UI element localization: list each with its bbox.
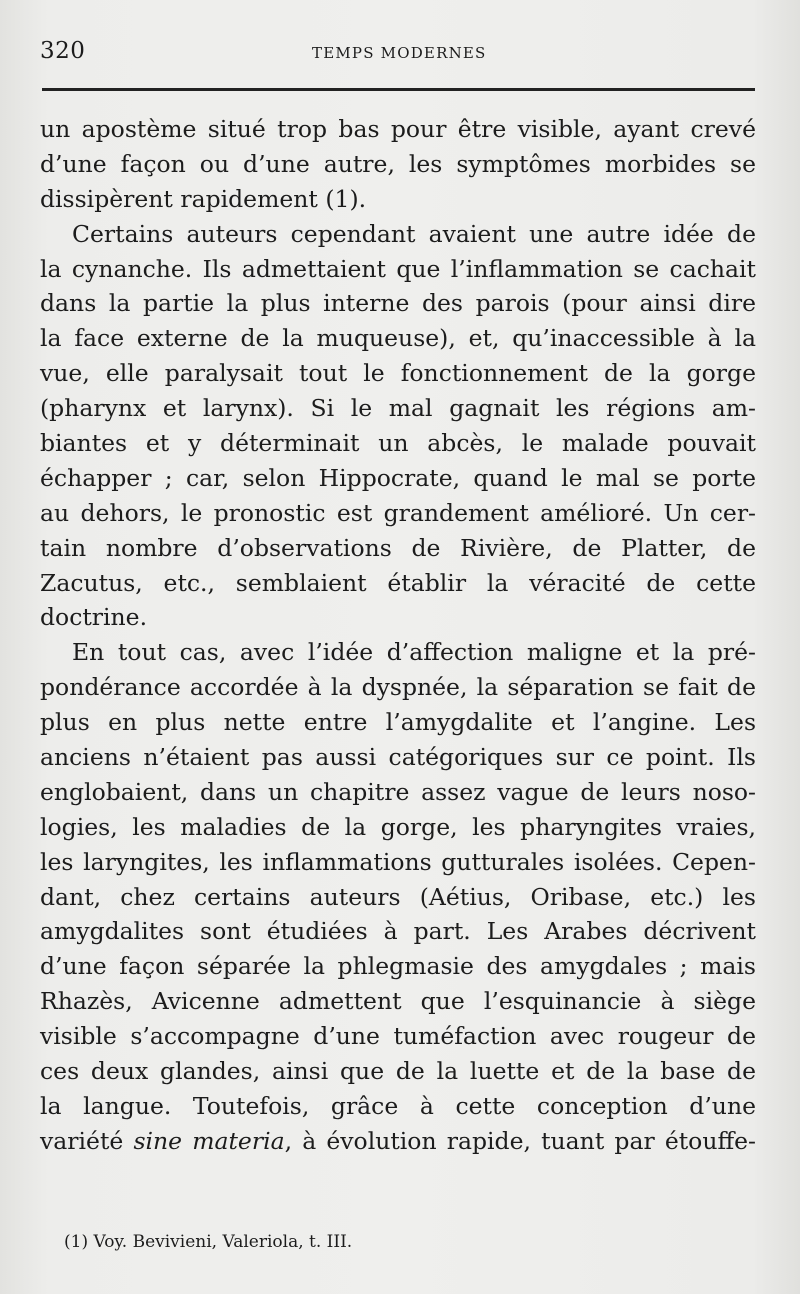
text-line: englobaient, dans un chapitre assez vague de leurs noso-	[40, 777, 756, 806]
text-line: dans la partie la plus interne des parois (pour ainsi dire	[40, 289, 756, 318]
paragraph-start-line: En tout cas, avec l’idée d’affection maligne et la pré-	[72, 638, 756, 667]
text-line: tain nombre d’observations de Rivière, de Platter, de	[40, 533, 756, 562]
text-line: la cynanche. Ils admettaient que l’inflammation se cachait	[40, 254, 756, 283]
running-title: TEMPS MODERNES	[312, 44, 487, 62]
header-rule	[42, 88, 755, 91]
text-line: dissipèrent rapidement (1).	[40, 184, 367, 213]
text-line-with-italic	[40, 1124, 756, 1159]
text-line: d’une façon séparée la phlegmasie des amygdales ; mais	[40, 952, 756, 981]
text-fragment: variété	[40, 1126, 134, 1155]
text-fragment: , à évolution rapide, tuant par étouffe-	[284, 1126, 756, 1155]
text-line: vue, elle paralysait tout le fonctionnement de la gorge	[40, 359, 756, 388]
body-text	[40, 112, 756, 1159]
paragraph-start-line: Certains auteurs cependant avaient une autre idée de	[72, 219, 756, 248]
text-line: plus en plus nette entre l’amygdalite et l’angine. Les	[40, 708, 756, 737]
text-line: Zacutus, etc., semblaient établir la véracité de cette	[40, 568, 756, 597]
text-line: anciens n’étaient pas aussi catégoriques sur ce point. Ils	[40, 743, 756, 772]
text-line: logies, les maladies de la gorge, les pharyngites vraies,	[40, 812, 756, 841]
text-line: les laryngites, les inflammations gutturales isolées. Cepen-	[40, 847, 756, 876]
text-line: un apostème situé trop bas pour être visible, ayant crevé	[40, 115, 756, 143]
text-line: (pharynx et larynx). Si le mal gagnait les régions am-	[40, 394, 756, 423]
text-line: visible s’accompagne d’une tuméfaction avec rougeur de	[40, 1022, 756, 1051]
text-line: pondérance accordée à la dyspnée, la séparation se fait de	[40, 673, 756, 702]
text-line: Rhazès, Avicenne admettent que l’esquinancie à siège	[40, 987, 756, 1016]
text-line: biantes et y déterminait un abcès, le malade pouvait	[40, 429, 756, 458]
text-line: dant, chez certains auteurs (Aétius, Oribase, etc.) les	[40, 882, 756, 911]
page-header	[40, 38, 755, 72]
footnote: (1) Voy. Bevivieni, Valeriola, t. III.	[64, 1232, 353, 1252]
text-line: d’une façon ou d’une autre, les symptômes morbides se	[40, 149, 756, 178]
text-line: ces deux glandes, ainsi que de la luette et de la base de	[40, 1057, 756, 1086]
text-line: amygdalites sont étudiées à part. Les Arabes décrivent	[40, 917, 756, 946]
text-line: échapper ; car, selon Hippocrate, quand le mal se porte	[40, 463, 756, 492]
page-number: 320	[40, 38, 86, 64]
italic-term: sine materia	[133, 1126, 285, 1155]
text-line: au dehors, le pronostic est grandement amélioré. Un cer-	[40, 498, 756, 527]
text-line: la face externe de la muqueuse), et, qu’inaccessible à la	[40, 324, 756, 353]
text-line: la langue. Toutefois, grâce à cette conception d’une	[40, 1091, 756, 1120]
text-line: doctrine.	[40, 603, 148, 632]
